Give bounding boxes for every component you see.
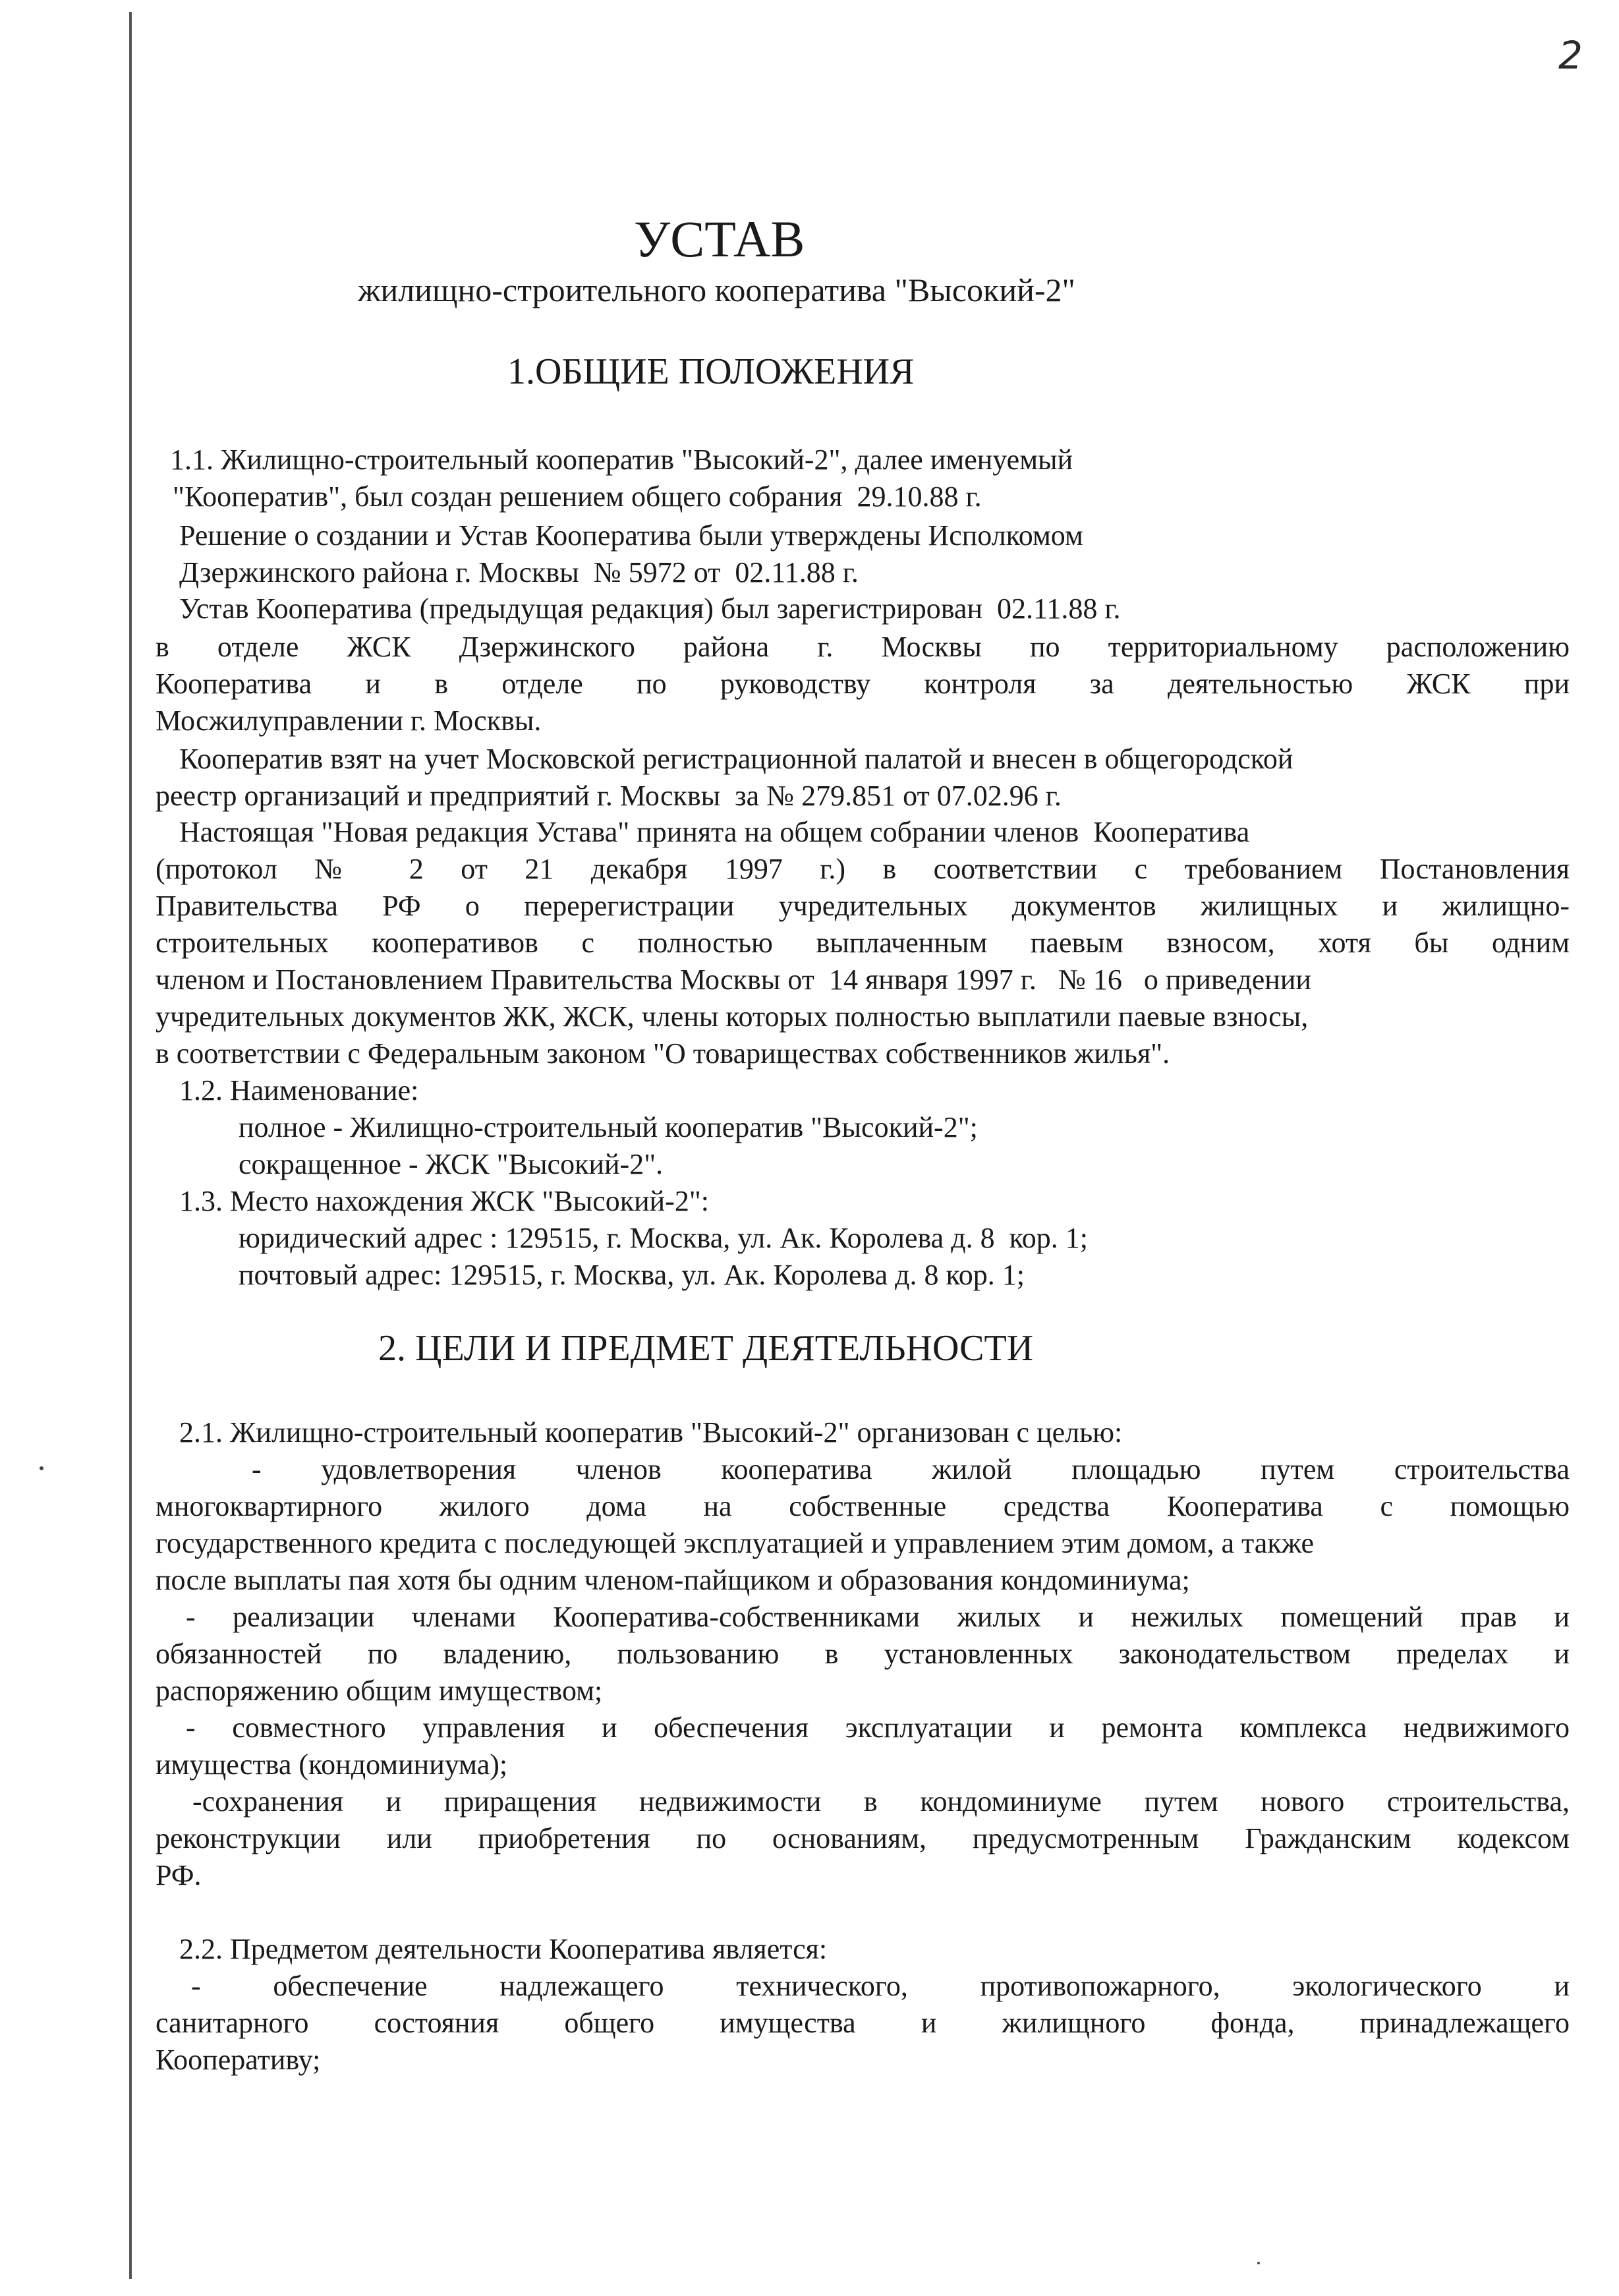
section-2-line: - совместного управления и обеспечения эксплуатации и ремонта комплекса недвижимого [186,1711,1570,1744]
section-1-line: сокращенное - ЖСК "Высокий-2". [239,1148,664,1180]
section-1-line: Настоящая "Новая редакция Устава" принята на общем собрании членов Кооператива [179,816,1250,848]
section-2-line: - удовлетворения членов кооператива жилой площадью путем строительства [252,1453,1570,1485]
section-1-line: в отделе ЖСК Дзержинского района г. Москвы по территориальному расположению [156,631,1570,663]
section-1-line: Правительства РФ о перерегистрации учредительных документов жилищных и жилищно- [156,890,1570,922]
section-2-line: санитарного состояния общего имущества и жилищного фонда, принадлежащего [156,2007,1570,2039]
document-subtitle: жилищно-строительного кооператива "Высокий-2" [358,272,1075,308]
document-title: УСТАВ [634,210,805,268]
section-1-line: Решение о создании и Устав Кооператива были утверждены Исполкомом [179,519,1083,552]
section-2-line: обязанностей по владению, пользованию в установленных законодательством пределах и [156,1638,1570,1670]
section-1-line: Кооператива и в отделе по руководству контроля за деятельностью ЖСК при [156,668,1570,700]
section-2-line: государственного кредита с последующей эксплуатацией и управлением этим домом, а также [156,1527,1315,1559]
section-2-line: РФ. [156,1859,202,1891]
section-1-line: почтовый адрес: 129515, г. Москва, ул. Ак. Королева д. 8 кор. 1; [239,1259,1025,1291]
section-2-line: имущества (кондоминиума); [156,1748,508,1781]
section-2-line: - реализации членами Кооператива-собственниками жилых и нежилых помещений прав и [186,1601,1570,1633]
section-1-line: Устав Кооператива (предыдущая редакция) был зарегистрирован 02.11.88 г. [179,592,1121,625]
section-1-line: полное - Жилищно-строительный кооператив "Высокий-2"; [239,1111,978,1143]
section-1-line: 1.1. Жилищно-строительный кооператив "Высокий-2", далее именуемый [170,444,1073,476]
section-1-line: Мосжилуправлении г. Москвы. [156,704,542,737]
page-number: 2 [1558,33,1583,78]
section-2-line: - обеспечение надлежащего технического, противопожарного, экологического и [191,1970,1570,2002]
section-1-line: членом и Постановлением Правительства Москвы от 14 января 1997 г. № 16 о приведении [156,963,1311,996]
section-2-line: -сохранения и приращения недвижимости в кондоминиуме путем нового строительства, [192,1785,1570,1818]
section-2-line: реконструкции или приобретения по основаниям, предусмотренным Гражданским кодексом [156,1822,1570,1854]
section-1-line: юридический адрес : 129515, г. Москва, ул. Ак. Королева д. 8 кор. 1; [239,1222,1088,1254]
section-1-line: в соответствии с Федеральным законом "О товариществах собственников жилья". [156,1037,1170,1070]
section-1-line: 1.2. Наименование: [179,1074,419,1106]
section-2-line: распоряжению общим имуществом; [156,1675,603,1707]
section-2-line: Кооперативу; [156,2044,321,2076]
section-1-line: учредительных документов ЖК, ЖСК, члены которых полностью выплатили паевые взносы, [156,1000,1309,1033]
section-1-line: Кооператив взят на учет Московской регистрационной палатой и внесен в общегородской [179,743,1293,775]
section-1-line: (протокол № 2 от 21 декабря 1997 г.) в соответствии с требованием Постановления [156,853,1570,885]
section-1-line: "Кооператив", был создан решением общего собрания 29.10.88 г. [173,480,982,513]
section-2-line: многоквартирного жилого дома на собственные средства Кооператива с помощью [156,1490,1570,1522]
section-2-line: 2.2. Предметом деятельности Кооператива является: [179,1933,828,1965]
section-1-line: 1.3. Место нахождения ЖСК "Высокий-2": [179,1185,710,1217]
section-1-line: строительных кооперативов с полностью выплаченным паевым взносом, хотя бы одним [156,927,1570,959]
scan-speck [40,1466,43,1470]
section-1-line: реестр организаций и предприятий г. Москвы за № 279.851 от 07.02.96 г. [156,780,1062,812]
section-1-line: Дзержинского района г. Москвы № 5972 от 02.11.88 г. [179,556,859,588]
scan-speck [1257,2262,1260,2264]
left-margin-line [129,12,132,2279]
section-2-line: после выплаты пая хотя бы одним членом-пайщиком и образования кондоминиума; [156,1564,1190,1596]
section-2-heading: 2. ЦЕЛИ И ПРЕДМЕТ ДЕЯТЕЛЬНОСТИ [378,1328,1034,1369]
section-2-line: 2.1. Жилищно-строительный кооператив "Высокий-2" организован с целью: [179,1416,1123,1449]
section-1-heading: 1.ОБЩИЕ ПОЛОЖЕНИЯ [507,351,915,392]
